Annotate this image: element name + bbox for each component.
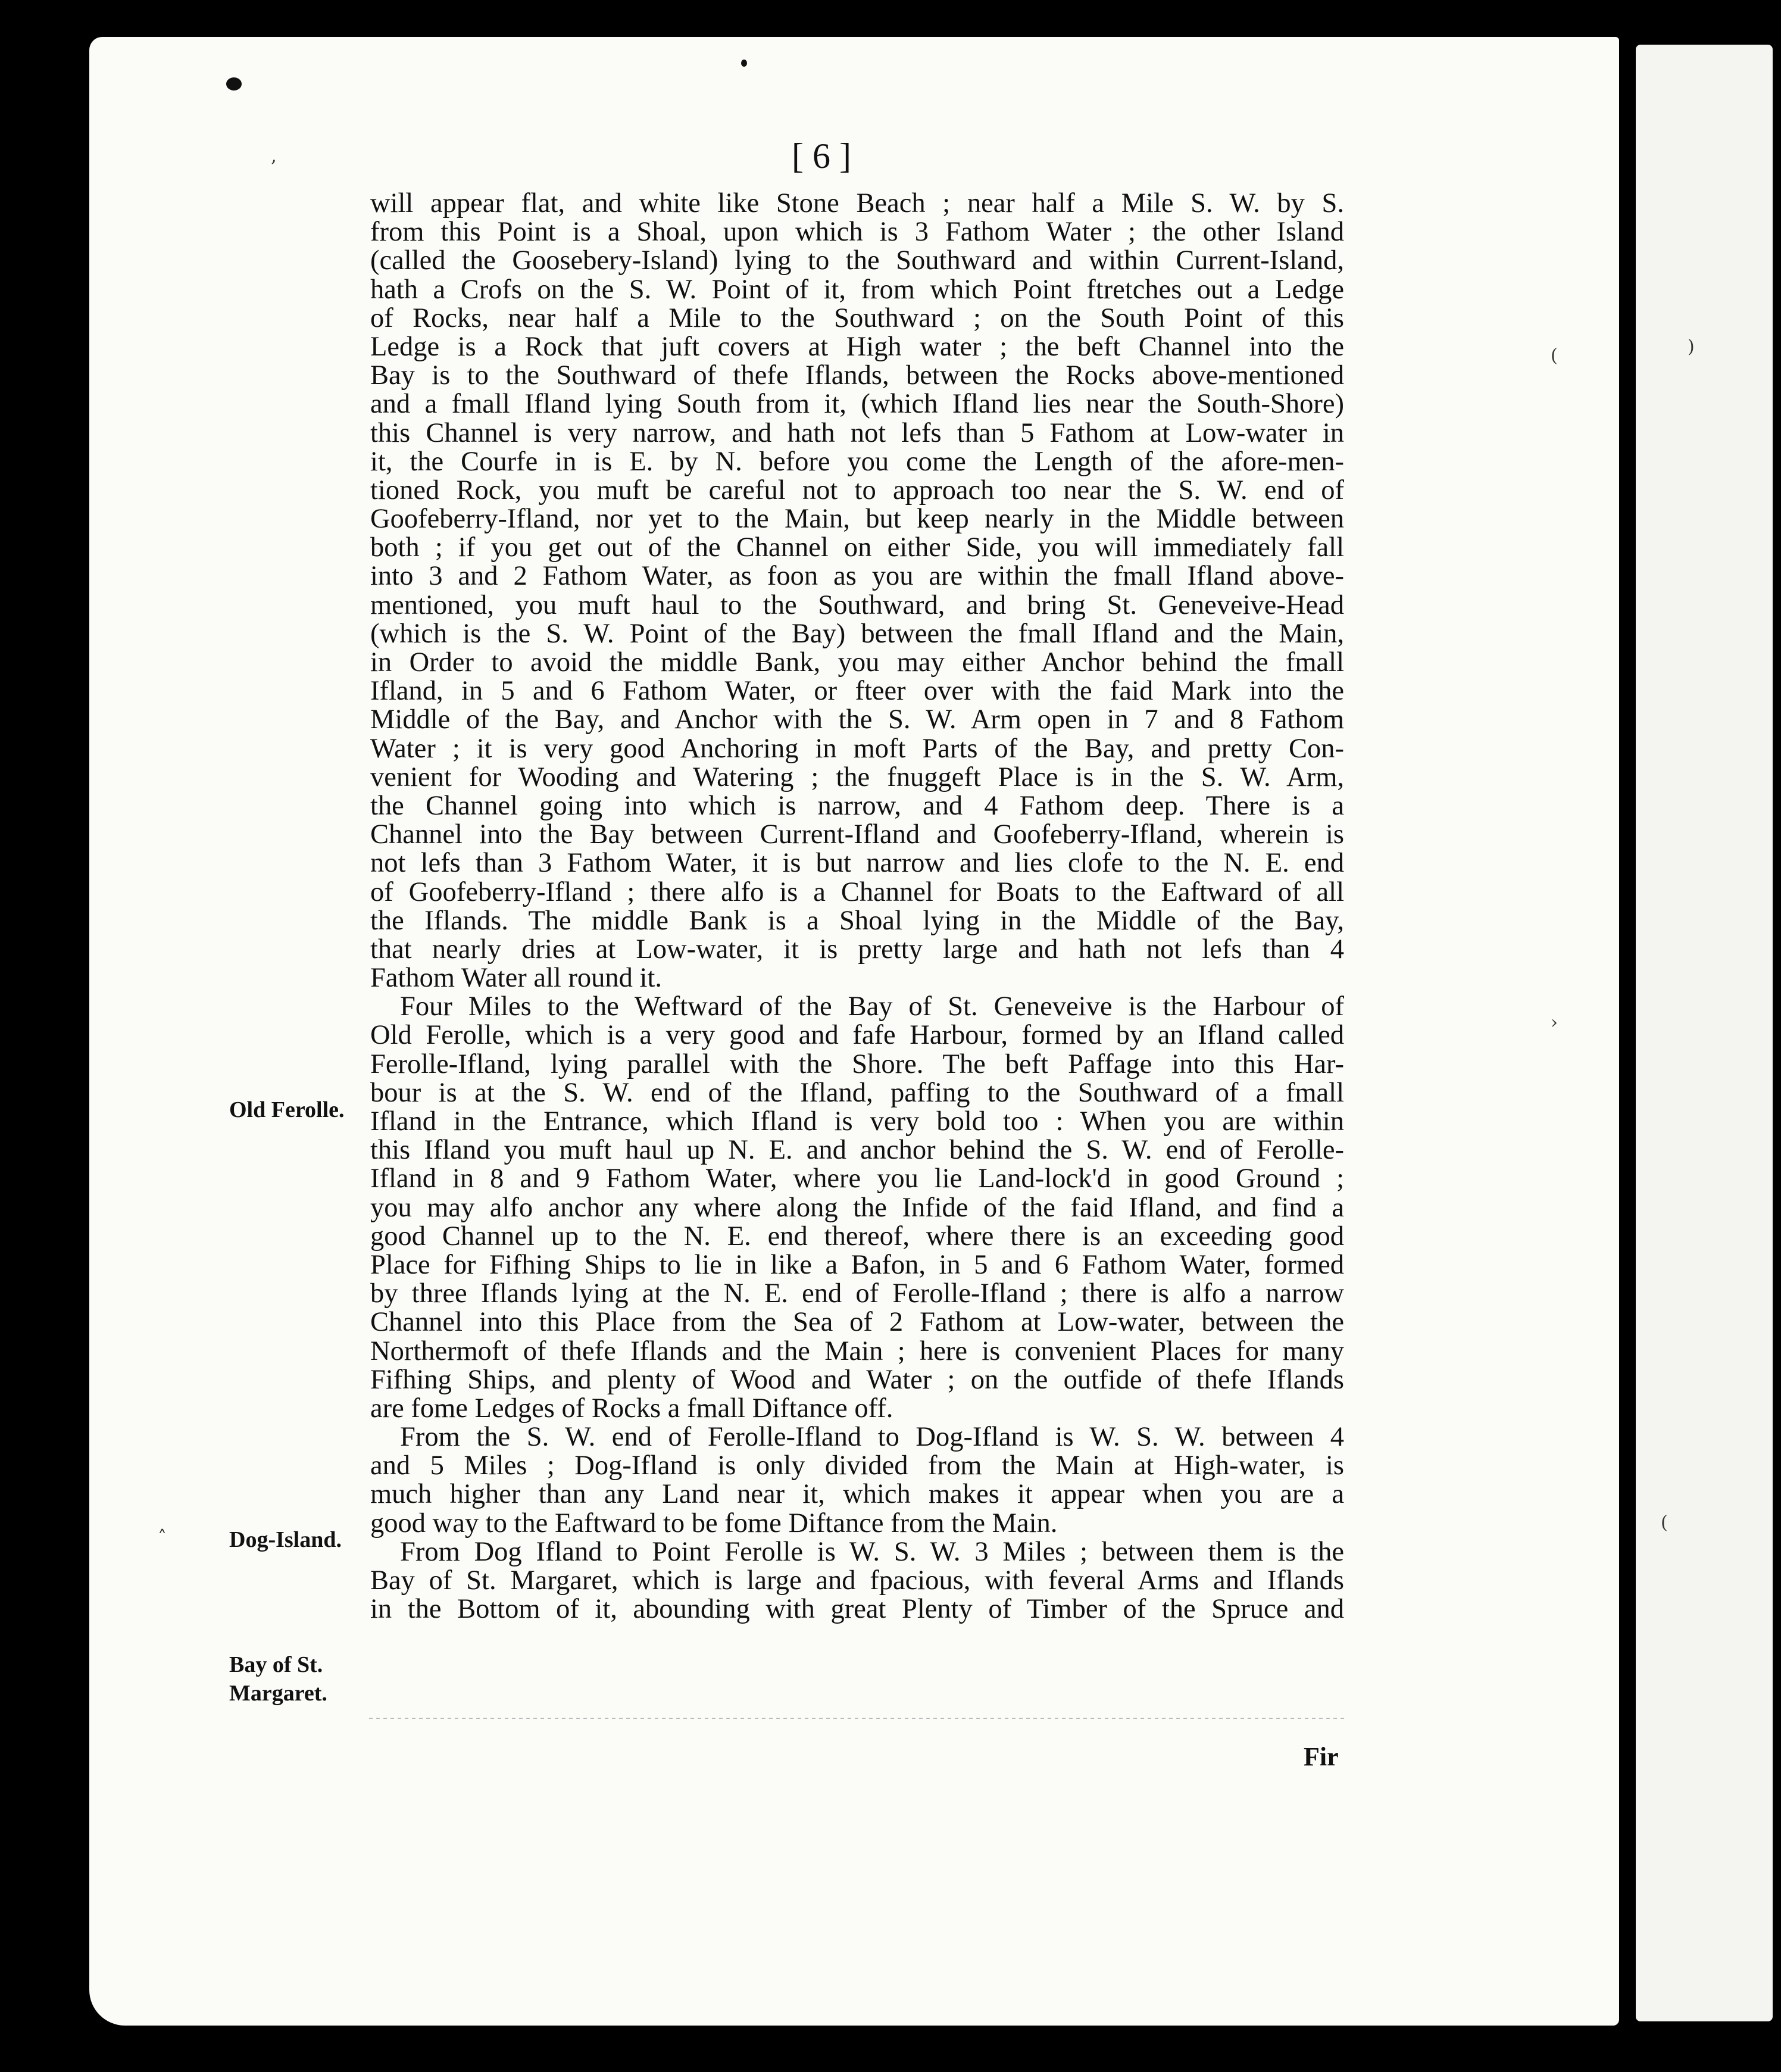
- ink-spot: [741, 60, 747, 67]
- text-line: the Iflands. The middle Bank is a Shoal lying in the Middle of the Bay,: [370, 906, 1344, 935]
- text-line: the Channel going into which is narrow, and 4 Fathom deep. There is a: [370, 791, 1344, 821]
- text-line: Water ; it is very good Anchoring in moft Parts of the Bay, and pretty Con-: [370, 734, 1344, 763]
- text-line: From Dog Ifland to Point Ferolle is W. S. W. 3 Miles ; between them is the: [400, 1537, 1344, 1567]
- text-line: Ledge is a Rock that juft covers at High water ; the beft Channel into the: [370, 332, 1344, 362]
- text-line: of Goofeberry-Ifland ; there alfo is a Channel for Boats to the Eaftward of all: [370, 878, 1344, 907]
- text-line: tioned Rock, you muft be careful not to approach too near the S. W. end of: [370, 476, 1344, 505]
- text-line: both ; if you get out of the Channel on either Side, you will immediately fall: [370, 533, 1344, 563]
- margin-note-old-ferolle: Old Ferolle.: [229, 1097, 345, 1122]
- scan-mark: ‚: [271, 146, 277, 167]
- text-line: bour is at the S. W. end of the Ifland, paffing to the Southward of a fmall: [370, 1078, 1344, 1107]
- text-line: Ifland in the Entrance, which Ifland is very bold too : When you are within: [370, 1107, 1344, 1137]
- text-line: Bay is to the Southward of thefe Iflands, between the Rocks above-mentioned: [370, 361, 1344, 391]
- scan-mark: ˄: [158, 1527, 167, 1548]
- text-line: that nearly dries at Low-water, it is pretty large and hath not lefs than 4: [370, 935, 1344, 965]
- text-line: much higher than any Land near it, which makes it appear when you are a: [370, 1480, 1344, 1509]
- text-line: will appear flat, and white like Stone Beach ; near half a Mile S. W. by S.: [370, 189, 1344, 219]
- text-line: and 5 Miles ; Dog-Ifland is only divided from the Main at High-water, is: [370, 1452, 1344, 1481]
- ink-spot: [226, 77, 242, 91]
- text-line: this Ifland you muft haul up N. E. and anchor behind the S. W. end of Ferolle-: [370, 1136, 1344, 1165]
- text-line: you may alfo anchor any where along the Infide of the faid Ifland, and find a: [370, 1193, 1344, 1222]
- text-line: Middle of the Bay, and Anchor with the S. W. Arm open in 7 and 8 Fathom: [370, 706, 1344, 735]
- text-line: Ifland, in 5 and 6 Fathom Water, or fteer over with the faid Mark into the: [370, 677, 1344, 706]
- text-line: From the S. W. end of Ferolle-Ifland to Dog-Ifland is W. S. W. between 4: [400, 1423, 1344, 1452]
- text-line: not lefs than 3 Fathom Water, it is but narrow and lies clofe to the N. E. end: [370, 849, 1344, 878]
- text-line: Northermoft of thefe Iflands and the Main ; here is convenient Places for many: [370, 1337, 1344, 1366]
- text-line: Goofeberry-Ifland, nor yet to the Main, but keep nearly in the Middle between: [370, 505, 1344, 534]
- text-line: are fome Ledges of Rocks a fmall Diftance off.: [370, 1394, 893, 1424]
- text-line: this Channel is very narrow, and hath not lefs than 5 Fathom at Low-water in: [370, 419, 1344, 448]
- scan-mark: (: [1551, 345, 1558, 366]
- text-line: in Order to avoid the middle Bank, you may either Anchor behind the fmall: [370, 648, 1344, 678]
- text-line: from this Point is a Shoal, upon which is 3 Fathom Water ; the other Island: [370, 218, 1344, 247]
- body-text: [370, 189, 1344, 1624]
- text-line: Ferolle-Ifland, lying parallel with the Shore. The beft Paffage into this Har-: [370, 1050, 1344, 1079]
- scan-mark: ): [1688, 336, 1695, 357]
- text-line: Channel into the Bay between Current-Ifland and Goofeberry-Ifland, wherein is: [370, 820, 1344, 850]
- text-line: mentioned, you muft haul to the Southward, and bring St. Geneveive-Head: [370, 591, 1344, 620]
- catchword: Fir: [1304, 1742, 1339, 1771]
- text-line: Fifhing Ships, and plenty of Wood and Water ; on the outfide of thefe Iflands: [370, 1365, 1344, 1394]
- bottom-rule: [369, 1718, 1345, 1719]
- text-line: by three Iflands lying at the N. E. end of Ferolle-Ifland ; there is alfo a narrow: [370, 1280, 1344, 1309]
- text-line: Place for Fifhing Ships to lie in like a Bafon, in 5 and 6 Fathom Water, formed: [370, 1250, 1344, 1280]
- text-line: in the Bottom of it, abounding with great Plenty of Timber of the Spruce and: [370, 1595, 1344, 1624]
- text-line: Bay of St. Margaret, which is large and fpacious, with feveral Arms and Iflands: [370, 1567, 1344, 1596]
- text-line: Channel into this Place from the Sea of 2 Fathom at Low-water, between the: [370, 1308, 1344, 1337]
- text-line: (which is the S. W. Point of the Bay) between the fmall Ifland and the Main,: [370, 619, 1344, 648]
- text-line: into 3 and 2 Fathom Water, as foon as you are within the fmall Ifland above-: [370, 562, 1344, 591]
- text-line: Fathom Water all round it.: [370, 964, 663, 993]
- text-line: Four Miles to the Weftward of the Bay of St. Geneveive is the Harbour of: [400, 993, 1344, 1022]
- text-line: venient for Wooding and Watering ; the fnuggeft Place is in the S. W. Arm,: [370, 763, 1344, 792]
- text-line: Old Ferolle, which is a very good and fafe Harbour, formed by an Ifland called: [370, 1021, 1344, 1050]
- text-line: (called the Goosebery-Island) lying to the Southward and within Current-Island,: [370, 246, 1344, 276]
- text-line: good way to the Eaftward to be fome Diftance from the Main.: [370, 1509, 1058, 1538]
- text-line: of Rocks, near half a Mile to the Southward ; on the South Point of this: [370, 304, 1344, 333]
- text-line: good Channel up to the N. E. end thereof, where there is an exceeding good: [370, 1222, 1344, 1251]
- text-line: it, the Courfe in is E. by N. before you come the Length of the afore-men-: [370, 447, 1344, 476]
- text-line: and a fmall Ifland lying South from it, (which Ifland lies near the South-Shore): [370, 390, 1344, 419]
- facing-page-edge: [1636, 45, 1773, 2021]
- page-number: [ 6 ]: [792, 136, 851, 176]
- margin-note-dog-island: Dog-Island.: [229, 1527, 342, 1552]
- scan-mark: (: [1661, 1512, 1668, 1533]
- margin-note-bay-of-st-margaret: Bay of St. Margaret.: [229, 1652, 327, 1706]
- text-line: hath a Crofs on the S. W. Point of it, from which Point ftretches out a Ledge: [370, 275, 1344, 304]
- text-line: Ifland in 8 and 9 Fathom Water, where you lie Land-lock'd in good Ground ;: [370, 1165, 1344, 1194]
- scan-mark: ›: [1551, 1012, 1558, 1033]
